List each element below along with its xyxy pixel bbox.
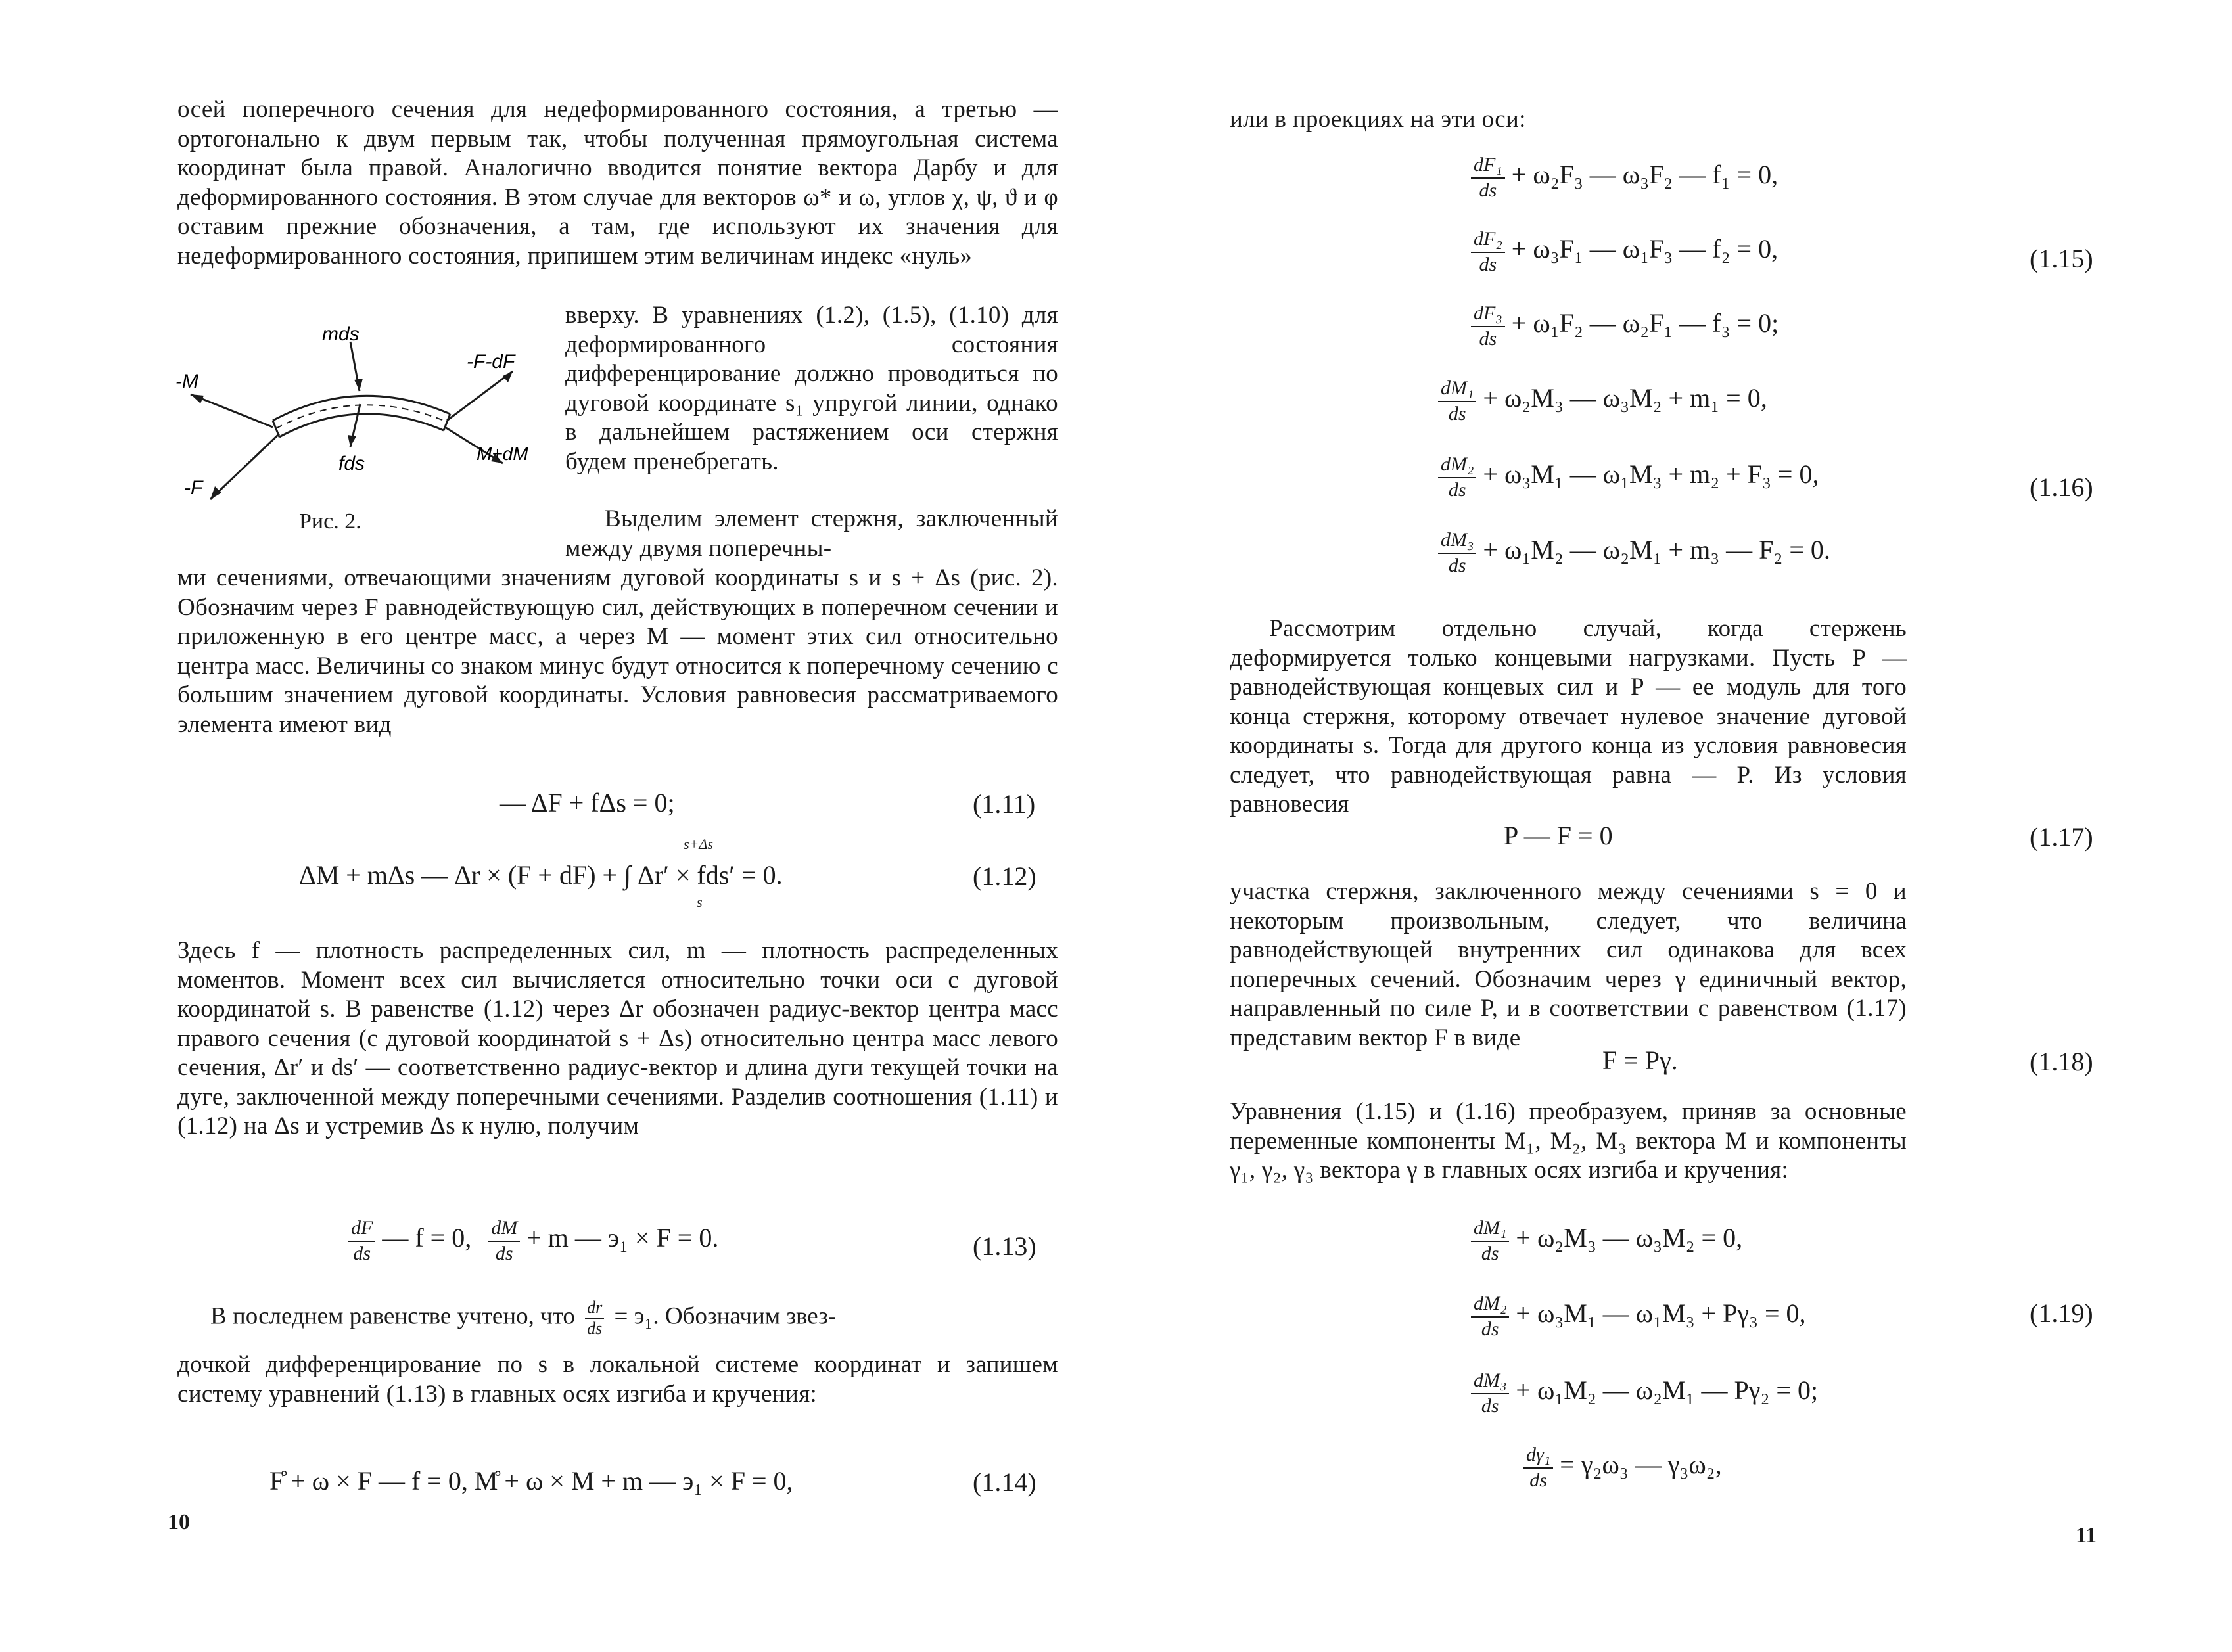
equation-1-19-row-2: $\frac{\text{dM₂}}{ds}$ + ω₃M₁ — ω₁M₃ + Pγ₃ = 0, xyxy=(1471,1291,1806,1341)
arrow-minus-m xyxy=(191,394,273,427)
label-m-dm: M+dM xyxy=(477,444,528,464)
label-mds: mds xyxy=(322,323,360,345)
arrow-minus-f xyxy=(210,434,279,499)
equation-1-19-row-3: $\frac{\text{dM₃}}{ds}$ + ω₁M₂ — ω₂M₁ — Pγ₂ = 0; xyxy=(1471,1368,1818,1418)
arrow-minus-f-df xyxy=(447,371,513,421)
equation-number-1-12: (1.12) xyxy=(973,861,1036,891)
label-minus-f-df: -F-dF xyxy=(467,351,515,373)
figure-rod-element xyxy=(174,322,555,513)
equation-number-1-11: (1.11) xyxy=(973,789,1036,819)
paragraph-element: Выделим элемент стержня, заключенный между двумя поперечны- xyxy=(565,505,1058,562)
equation-number-1-19: (1.19) xyxy=(2030,1298,2093,1328)
paragraph-projections: или в проекциях на эти оси: xyxy=(1230,106,1526,133)
label-fds: fds xyxy=(338,453,365,474)
equation-number-1-18: (1.18) xyxy=(2030,1047,2093,1076)
paragraph-density: Здесь f — плотность распределенных сил, m — плотность распределенных моментов. Момент всех сил вычисляется относительно точки оси с дуговой координатой s. В равенстве (1.12) через Δr обозначен радиус-вектор центра масс правого сечения (с дуговой координатой s + Δs) относительно центра масс левого сечения, Δr′ и ds′ — соответственно радиус-вектор и длина дуги текущей точки на дуге, заключенной между поперечными сечениями. Разделив соотношения (1.11) и (1.12) на Δs и устремив Δs к нулю, получим xyxy=(177,937,1058,1139)
integral-lower-limit: s xyxy=(697,894,703,910)
figure-caption: Рис. 2. xyxy=(299,509,361,534)
equation-1-16-row-1: $\frac{\text{dM₁}}{ds}$ + ω₂M₃ — ω₃M₂ + m₁ = 0, xyxy=(1438,376,1767,426)
equation-gamma-1: $\frac{\text{dγ₁}}{ds}$ = γ₂ω₃ — γ₃ω₂, xyxy=(1523,1442,1722,1492)
paragraph-wrap-figure: вверху. В уравнениях (1.2), (1.5), (1.10) для деформированного состояния дифференцирование должно проводиться по дуговой координате s₁ упругой линии, однако в дальнейшем растяжением оси стержня будем пренебрегать. xyxy=(565,302,1058,475)
equation-1-18: F = Pγ. xyxy=(1602,1045,1678,1075)
equation-number-1-15: (1.15) xyxy=(2030,244,2093,273)
paragraph-sections: ми сечениями, отвечающими значениям дуговой координаты s и s + Δs (рис. 2). Обозначим через F равнодействующую сил, действующих в поперечном сечении и приложенную в его центре масс, а через M — момент этих сил относительно центра масс. Величины со знаком минус будут относится к поперечному сечению с большим значением дуговой координаты. Условия равновесия рассматриваемого элемента имеют вид xyxy=(177,564,1058,738)
equation-number-1-14: (1.14) xyxy=(973,1467,1036,1497)
equation-1-14: F̊ + ω × F — f = 0, M̊ + ω × M + m — э₁ × F = 0, xyxy=(269,1466,793,1496)
equation-1-15-row-1: $\frac{\text{dF₁}}{ds}$ + ω₂F₃ — ω₃F₂ — f₁ = 0, xyxy=(1471,152,1778,202)
rod-lower-edge xyxy=(279,414,444,437)
equation-1-17: P — F = 0 xyxy=(1504,821,1613,850)
equation-number-1-17: (1.17) xyxy=(2030,822,2093,852)
equation-number-1-16: (1.16) xyxy=(2030,472,2093,502)
paragraph-intro: осей поперечного сечения для недеформированного состояния, а третью — ортогонально к двум первым так, чтобы полученная прямоугольная система координат была правой. Аналогично вводится понятие вектора Дарбу и для деформированного состояния. В этом случае для векторов ω* и ω, углов χ, ψ, ϑ и φ оставим прежние обозначения, а там, где используют их значения для недеформированного состояния, припишем этим величинам индекс «нуль» xyxy=(177,96,1058,269)
fraction-dr-ds: $\frac{dr}{ds}$ xyxy=(585,1298,604,1339)
equation-1-16-row-3: $\frac{\text{dM₃}}{ds}$ + ω₁M₂ — ω₂M₁ + m₃ — F₂ = 0. xyxy=(1438,528,1830,578)
paragraph-end-loads: Рассмотрим отдельно случай, когда стержень деформируется только концевыми нагрузками. Пусть P — равнодействующая концевых сил и P — ее модуль для того конца стержня, которому отвечает нулевое значение дуговой координаты s. Тогда для другого конца из условия равновесия следует, что равнодействующая равна — P. Из условия равновесия xyxy=(1230,615,1907,817)
equation-1-19-row-1: $\frac{\text{dM₁}}{ds}$ + ω₂M₃ — ω₃M₂ = 0, xyxy=(1471,1216,1742,1266)
fraction-dM-ds: $\frac{dM}{ds}$ xyxy=(488,1216,520,1266)
fraction-dF-ds: $\frac{dF}{ds}$ xyxy=(348,1216,375,1266)
page-number-left: 10 xyxy=(168,1510,190,1534)
page-number-right: 11 xyxy=(2076,1523,2097,1548)
label-minus-m: -M xyxy=(175,371,198,392)
rod-upper-edge xyxy=(273,396,450,421)
integral-upper-limit: s+Δs xyxy=(684,836,713,852)
paragraph-segment: участка стержня, заключенного между сечениями s = 0 и некоторым произвольным, следует, что величина равнодействующей внутренних сил одинакова для всех поперечных сечений. Обозначим через γ единичный вектор, направленный по силе P, и в соответствии с равенством (1.17) представим вектор F в виде xyxy=(1230,878,1907,1051)
equation-1-12: ΔM + mΔs — Δr × (F + dF) + ∫ Δr′ × fds′ = 0. xyxy=(299,860,783,890)
equation-1-15-row-3: $\frac{\text{dF₃}}{ds}$ + ω₁F₂ — ω₂F₁ — f₃ = 0; xyxy=(1471,301,1779,351)
equation-1-15-row-2: $\frac{\text{dF₂}}{ds}$ + ω₃F₁ — ω₁F₃ — f₂ = 0, xyxy=(1471,227,1778,277)
equation-1-11: — ΔF + fΔs = 0; xyxy=(500,788,675,817)
equation-1-13: $\frac{dF}{ds}$ — f = 0, $\frac{dM}{ds}$ + m — э₁ × F = 0. xyxy=(348,1216,718,1266)
paragraph-transform: Уравнения (1.15) и (1.16) преобразуем, приняв за основные переменные компоненты M₁, M₂, M₃ вектора M и компоненты γ₁, γ₂, γ₃ вектора γ в главных осях изгиба и кручения: xyxy=(1230,1098,1907,1183)
right-page xyxy=(1116,0,2232,1652)
equation-1-16-row-2: $\frac{\text{dM₂}}{ds}$ + ω₃M₁ — ω₁M₃ + m₂ + F₃ = 0, xyxy=(1438,452,1819,502)
label-minus-f: -F xyxy=(184,477,203,499)
paragraph-star-derivative: дочкой дифференцирование по s в локальной системе координат и запишем систему уравнений (1.13) в главных осях изгиба и кручения: xyxy=(177,1351,1058,1408)
paragraph-star-line: В последнем равенстве учтено, что $\frac{dr}{ds}$ = э₁. Обозначим звез- xyxy=(210,1298,837,1338)
equation-number-1-13: (1.13) xyxy=(973,1231,1036,1261)
